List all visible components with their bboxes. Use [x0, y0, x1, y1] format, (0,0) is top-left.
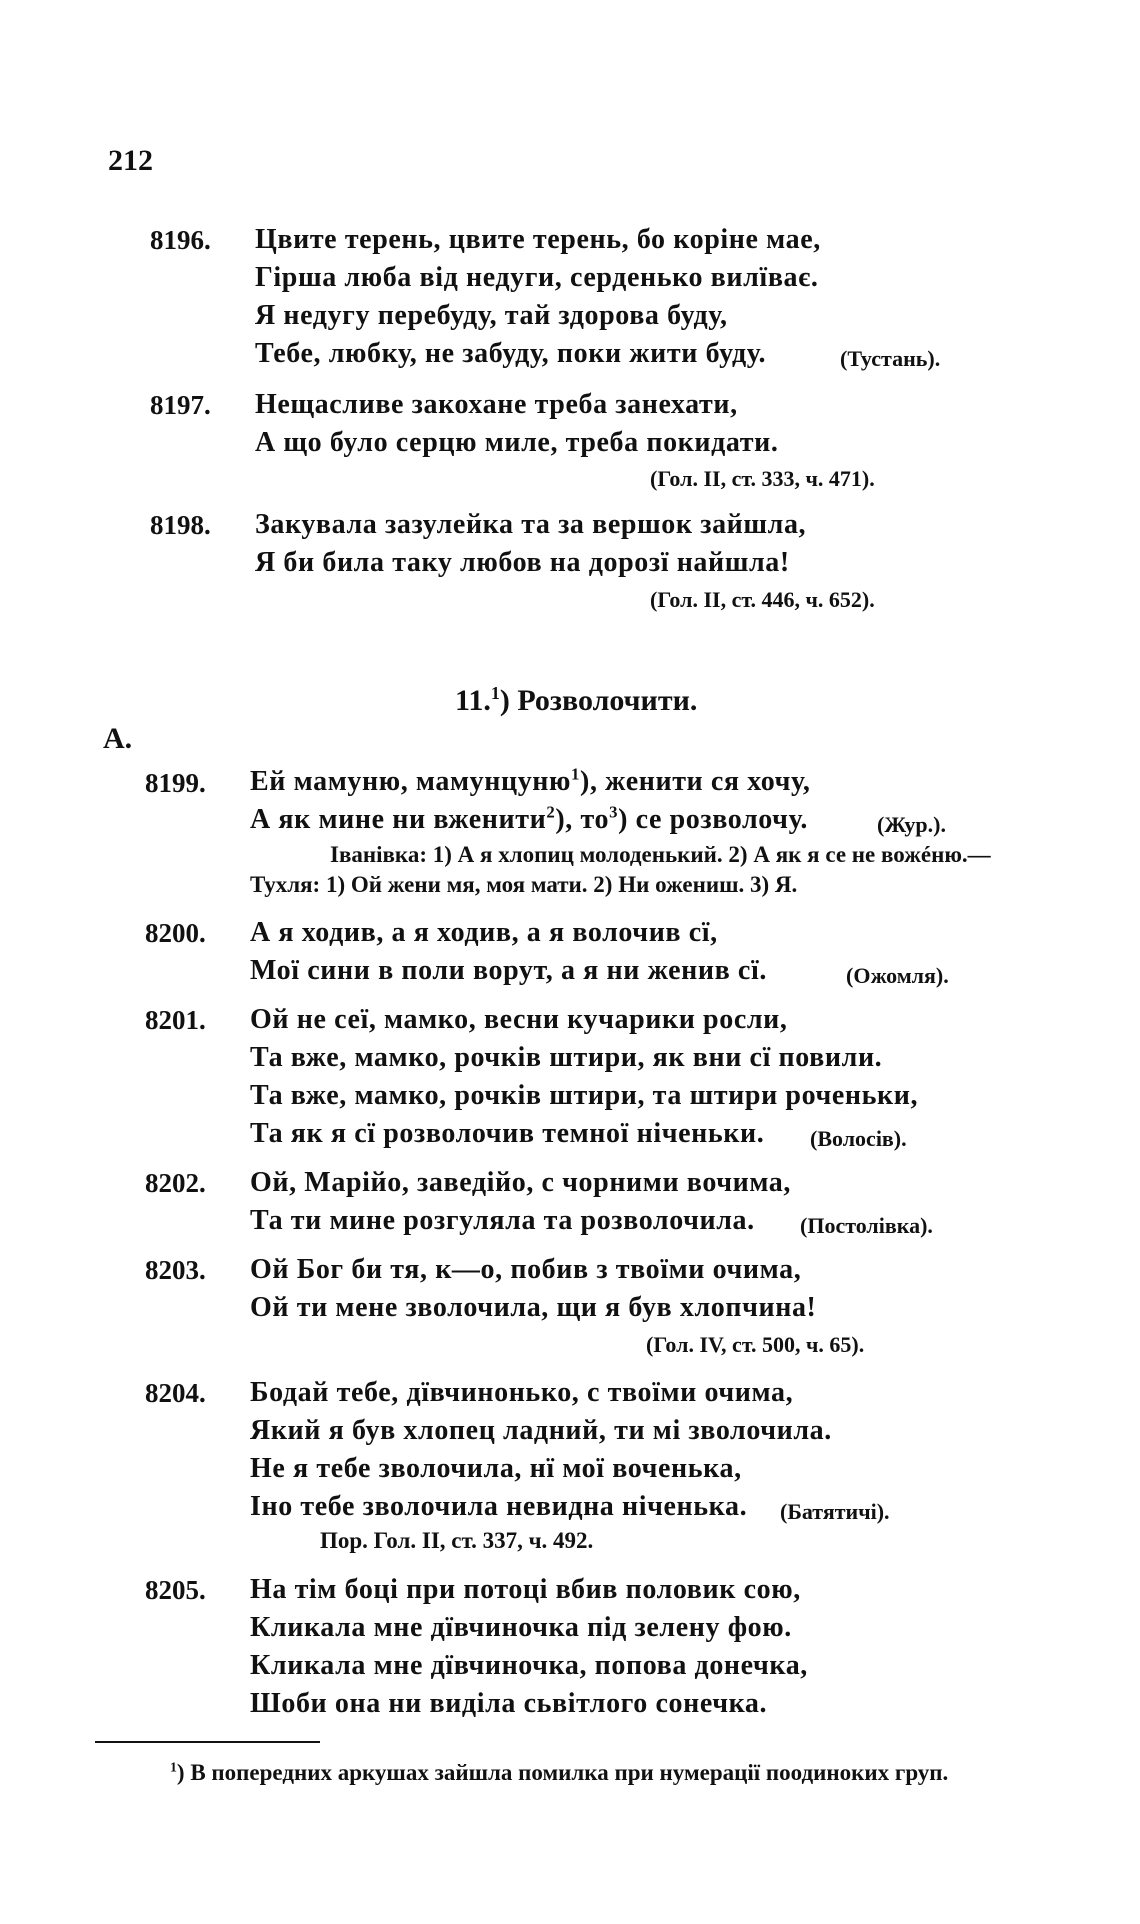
- verse-text: А як мине ни вженити: [250, 804, 547, 835]
- section-letter: A.: [103, 722, 133, 755]
- verse-line: А що було серцю миле, треба покидати.: [255, 427, 779, 458]
- verse-line: Та вже, мамко, рочків штири, та штири роченьки,: [250, 1080, 919, 1111]
- verse-line: Ой ти мене зволочила, щи я був хлопчина!: [250, 1292, 817, 1323]
- verse-line: Тебе, любку, не забуду, поки жити буду.: [255, 338, 767, 369]
- verse-line: Я би била таку любов на дорозї найшла!: [255, 547, 790, 578]
- source-reference: (Гол. II, ст. 333, ч. 471).: [650, 466, 875, 491]
- source-reference: (Гол. IV, ст. 500, ч. 65).: [646, 1332, 865, 1357]
- variant-note: Іванівка: 1) А я хлопиц молоденький. 2) А як я се не вожéню.—: [330, 842, 991, 867]
- verse-text: ) се розволочу.: [618, 804, 808, 835]
- verse-line: Я недугу перебуду, тай здорова буду,: [255, 300, 728, 331]
- variant-note: Тухля: 1) Ой жени мя, моя мати. 2) Ни ожениш. 3) Я.: [250, 872, 798, 897]
- entry-number: 8199.: [145, 768, 206, 798]
- footnote-rule: [95, 1741, 320, 1743]
- verse-line: Та як я сї розволочив темної ніченьки.: [250, 1118, 765, 1149]
- verse-text: ), то: [555, 804, 610, 835]
- footnote-mark: 2: [546, 802, 556, 822]
- footnote-mark: 3: [609, 802, 619, 822]
- verse-line: На тім боці при потоці вбив половик сою,: [250, 1574, 801, 1605]
- verse-line: Цвите терень, цвите терень, бо коріне мае,: [255, 224, 821, 255]
- verse-text: Ей мамуню, мамунцуню: [250, 766, 572, 797]
- footnote-text: ) В попередних аркушах зайшла помилка при нумерації поодиноких груп.: [176, 1760, 949, 1785]
- entry-number: 8203.: [145, 1255, 206, 1285]
- verse-line: Іно тебе зволочила невидна ніченька.: [250, 1491, 748, 1522]
- verse-line: Бодай тебе, дївчинонько, с твоїми очима,: [250, 1377, 794, 1408]
- verse-line: А я ходив, а я ходив, а я волочив сї,: [250, 917, 718, 948]
- verse-line: [250, 766, 810, 798]
- verse-line: Кликала мне дївчиночка, попова донечка,: [250, 1650, 808, 1681]
- entry-number: 8197.: [150, 390, 211, 420]
- footnote: [170, 1760, 948, 1786]
- source-reference: (Ожомля).: [846, 963, 949, 988]
- source-reference: (Тустань).: [840, 346, 941, 371]
- verse-line: Та ти мине розгуляла та розволочила.: [250, 1205, 755, 1236]
- footnote-mark: 1: [571, 764, 581, 784]
- verse-line: Який я був хлопец ладний, ти мі зволочила.: [250, 1415, 832, 1446]
- section-title: ) Розволочити.: [499, 684, 698, 717]
- source-reference: (Волосів).: [810, 1126, 907, 1151]
- verse-line: Мої сини в поли ворут, а я ни женив сї.: [250, 955, 767, 986]
- entry-number: 8200.: [145, 918, 206, 948]
- entry-number: 8196.: [150, 225, 211, 255]
- verse-line: Нещасливе закохане треба занехати,: [255, 389, 738, 420]
- source-reference: (Гол. II, ст. 446, ч. 652).: [650, 587, 875, 612]
- section-heading: [455, 684, 697, 718]
- verse-line: [250, 804, 808, 836]
- verse-line: Закувала зазулейка та за вершок зайшла,: [255, 509, 807, 540]
- source-reference: (Постолівка).: [800, 1213, 933, 1238]
- verse-line: Гірша люба від недуги, серденько вилїває.: [255, 262, 819, 293]
- entry-number: 8205.: [145, 1575, 206, 1605]
- entry-number: 8201.: [145, 1005, 206, 1035]
- verse-line: Шоби она ни виділа сьвітлого сонечка.: [250, 1688, 768, 1719]
- source-reference: (Жур.).: [877, 812, 946, 837]
- comparison-note: Пор. Гол. II, ст. 337, ч. 492.: [320, 1528, 594, 1553]
- source-reference: (Батятичі).: [780, 1499, 890, 1524]
- entry-number: 8204.: [145, 1378, 206, 1408]
- entry-number: 8198.: [150, 510, 211, 540]
- entry-number: 8202.: [145, 1168, 206, 1198]
- verse-line: Ой Бог би тя, к—о, побив з твоїми очима,: [250, 1254, 802, 1285]
- verse-line: Ой не сеї, мамко, весни кучарики росли,: [250, 1004, 788, 1035]
- footnote-mark: 1: [490, 683, 500, 703]
- verse-line: Ой, Марійо, заведійо, с чорними вочима,: [250, 1167, 792, 1198]
- verse-line: Не я тебе зволочила, нї мої воченька,: [250, 1453, 742, 1484]
- page-number: 212: [108, 144, 153, 177]
- section-number: 11.: [455, 684, 491, 717]
- footnote-mark: 1: [170, 1759, 177, 1775]
- verse-line: Кликала мне дївчиночка під зелену фою.: [250, 1612, 792, 1643]
- verse-line: Та вже, мамко, рочків штири, як вни сї повили.: [250, 1042, 883, 1073]
- verse-text: ), женити ся хочу,: [580, 766, 811, 797]
